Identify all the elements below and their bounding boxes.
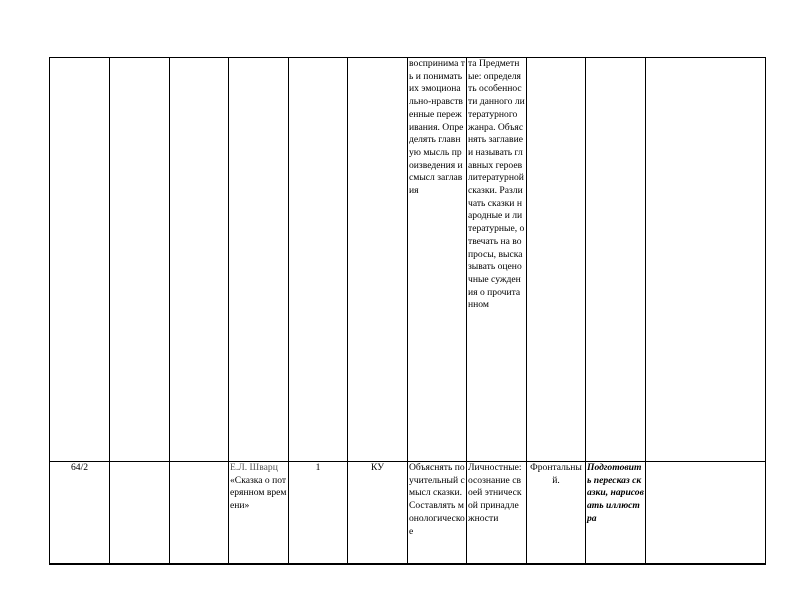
cell-homework: Подготовить пересказ сказки, нарисовать иллюстра [586, 462, 646, 564]
cell-hours: 1 [289, 462, 348, 564]
cell-topic [229, 462, 289, 564]
cell-results: Личностные: осознание своей этнической принадлежности [467, 462, 527, 564]
topic-author: Е.Л. Шварц [230, 462, 278, 473]
cell-number: 64/2 [50, 462, 110, 564]
cell-empty [110, 462, 170, 564]
cell-goals: Объяснять поучительный смысл сказки. Составлять монологическое [408, 462, 467, 564]
cell-results: та Предметные: определять особенности данного литературного жанра. Объяснять заглавие и называть главных героев литературной сказки. Различать сказки народные и литературные, отвечать на вопросы, высказывать оценочные суждения о прочитанном [467, 58, 527, 462]
cell-empty [170, 462, 229, 564]
cell-number [50, 58, 110, 462]
cell-hours [289, 58, 348, 462]
cell-empty [170, 58, 229, 462]
cell-notes [646, 58, 766, 462]
cell-lesson-type: КУ [348, 462, 408, 564]
cell-notes [646, 462, 766, 564]
cell-form: Фронтальный. [527, 462, 586, 564]
table-row [50, 462, 766, 564]
cell-goals: воспринима ть и понимать их эмоционально-нравственные переживания. Определять главную мысль произведения и смысл заглавия [408, 58, 467, 462]
lesson-plan-table [49, 57, 766, 565]
cell-topic [229, 58, 289, 462]
cell-homework [586, 58, 646, 462]
topic-title: «Сказка о потерянном времени» [230, 474, 287, 512]
cell-lesson-type [348, 58, 408, 462]
table-row [50, 58, 766, 462]
cell-form [527, 58, 586, 462]
cell-empty [110, 58, 170, 462]
